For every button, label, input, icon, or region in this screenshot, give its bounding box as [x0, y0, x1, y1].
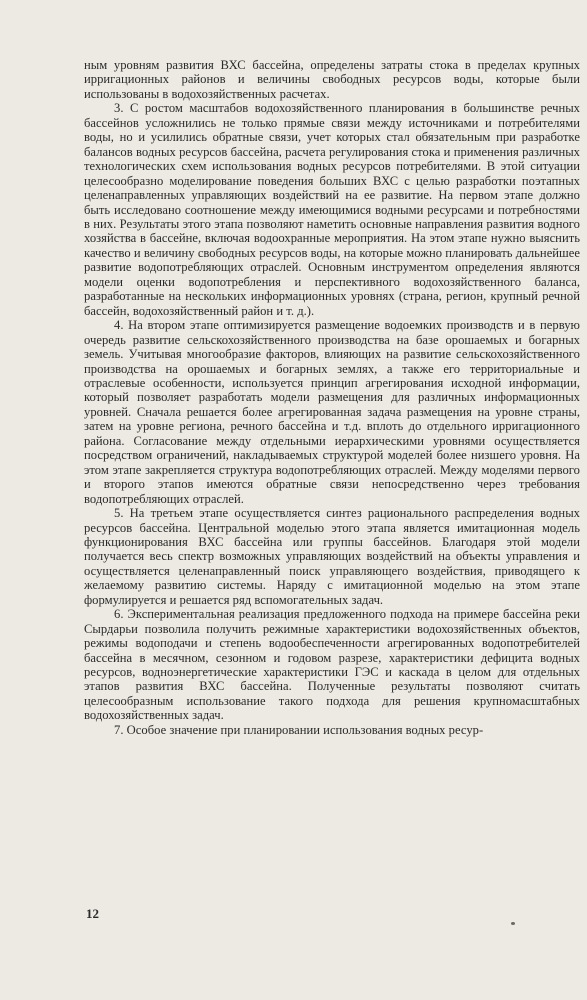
paragraph-1: ным уровням развития ВХС бассейна, определены затраты стока в пределах крупных ирригационных районов и величины свободных ресурсов воды, которые были использованы в водохозяйственных расчетах.	[84, 58, 580, 101]
paragraph-4: 5. На третьем этапе осуществляется синтез рационального распределения водных ресурсов бассейна. Центральной моделью этого этапа является имитационная модель функционирования ВХС бассейна или группы бассейнов. Благодаря этой модели получается весь спектр возможных управляющих воздействий на объекты управления и осуществляется целенаправленный поиск управляющего воздействия, приводящего к желаемому развитию системы. Наряду с имитационной моделью на этом этапе формулируется и решается ряд вспомогательных задач.	[84, 506, 580, 607]
paragraph-5: 6. Экспериментальная реализация предложенного подхода на примере бассейна реки Сырдарьи позволила получить режимные характеристики водохозяйственных объектов, режимы водоподачи и степень водообеспеченности агрегированных водопотребителей бассейна в месячном, сезонном и годовом разрезе, характеристики дефицита водных ресурсов, водноэнергетические характеристики ГЭС и каскада в целом для отдельных этапов развития ВХС бассейна. Полученные результаты позволяют считать целесообразным использование такого подхода для решения крупномасштабных водохозяйственных задач.	[84, 607, 580, 723]
paragraph-6: 7. Особое значение при планировании использования водных ресур-	[114, 722, 484, 737]
paragraph-2: 3. С ростом масштабов водохозяйственного планирования в большинстве речных бассейнов усложнились не только прямые связи между источниками и потребителями воды, но и усилились обратные связи, учет которых стал обязательным при разработке балансов водных ресурсов бассейна, расчета регулирования стока и применения различных технологических схем использования водных ресурсов потребителями. В этой ситуации целесообразно моделирование поведения больших ВХС с целью разработки поэтапных целенаправленных управляющих воздействий на ее развитие. На первом этапе должно быть исследовано соотношение между имеющимися водными ресурсами и потребностями в них. Результаты этого этапа позволяют наметить основные направления развития водного хозяйства в бассейне, включая водоохранные мероприятия. На этом этапе нужно выяснить качество и величину свободных ресурсов воды, на которые можно планировать дальнейшее развитие водопотребляющих отраслей. Основным инструментом определения являются модели оценки водопотребления и перспективного водохозяйственного баланса, разработанные на нескольких информационных уровнях (страна, регион, крупный речной бассейн, водохозяйственный район и т. д.).	[84, 101, 580, 318]
paragraph-3: 4. На втором этапе оптимизируется размещение водоемких производств и в первую очередь развитие сельскохозяйственного производства на базе орошаемых и богарных земель. Учитывая многообразие факторов, влияющих на развитие сельскохозяйственного производства на орошаемых и богарных землях, а также его территориальные и отраслевые особенности, используется принцип агрегирования исходной информации, который позволяет разработать модели размещения для различных информационных уровней. Сначала решается более агрегированная задача размещения на уровне страны, затем на уровне региона, речного бассейна и т.д. вплоть до отдельного ирригационного района. Согласование между отдельными иерархическими уровнями осуществляется посредством ограничений, накладываемых структурой моделей более низшего уровня. На этом этапе закрепляется структура водопотребляющих отраслей. Между моделями первого и второго этапов имеются обратные связи непосредственно через требования водопотребляющих отраслей.	[84, 318, 580, 506]
page-number: 12	[86, 906, 99, 921]
print-speck	[511, 922, 515, 925]
body-text	[84, 58, 580, 737]
